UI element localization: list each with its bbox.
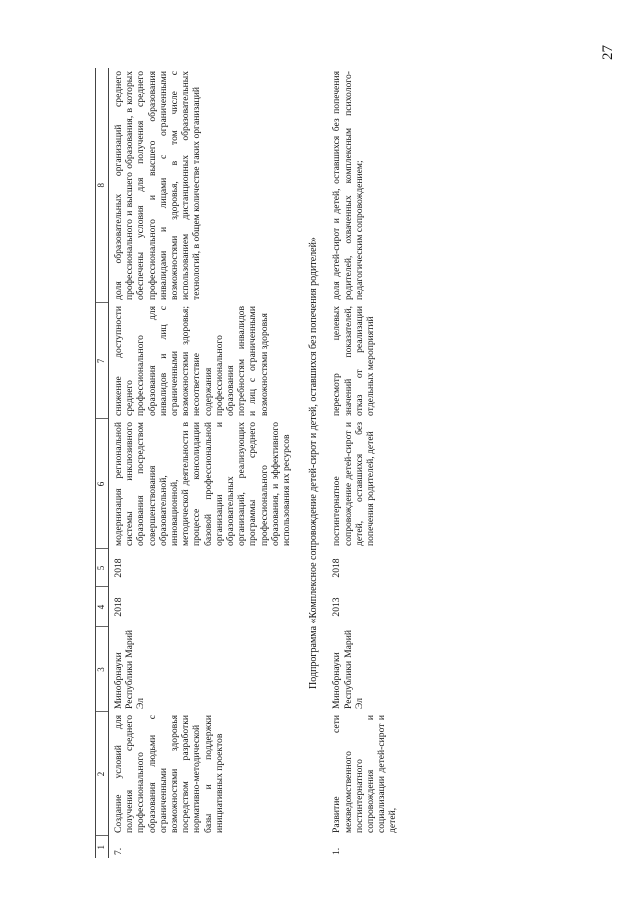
col-header-1: 1 [96, 836, 109, 858]
subprogram-title: Подпрограмма «Комплексное сопровождение детей-сирот и детей, оставшихся без попечения родителей» [308, 237, 320, 689]
related-indicators: доля образовательных организаций среднего профессионального и высшего образования, в которых обеспечены условия для получения среднего профессионального и высшего образования инвалидами и лицами с ограниченными возможностями здоровья, в том числе с использованием дистанционных образовательных технологий, в общем количестве таких организаций [113, 71, 203, 300]
non-implementation-consequences: пересмотр целевых значений показателей, отказ от реализации отдельных мероприятий [331, 306, 377, 416]
page-number: 27 [600, 45, 616, 60]
subprogram-row [298, 68, 327, 858]
col-header-8: 8 [96, 68, 109, 303]
related-indicators: доля детей-сирот и детей, оставшихся без попечения родителей, охваченных комплексным психолого-педагогическим сопровождением; [331, 71, 365, 300]
expected-result: постинтернатное сопровождение детей-сирот и детей, оставшихся без попечения родителей, детей [331, 422, 377, 546]
start-year: 2018 [113, 597, 124, 617]
row-number: 1. [331, 847, 343, 855]
start-year: 2013 [331, 597, 343, 617]
column-number-row [96, 68, 109, 858]
end-year: 2018 [113, 558, 124, 578]
executor: Минобрнауки Республики Марий Эл [331, 630, 365, 709]
col-header-7: 7 [96, 303, 109, 419]
event-name: Создание условий для получения среднего профессионального образования людьми с ограниченными возможностями здоровья посредством разработки нормативно-методической базы и поддержки инициативных проектов [113, 715, 225, 833]
col-header-6: 6 [96, 419, 109, 549]
rotated-table-sheet [95, 68, 565, 858]
table-row [327, 68, 404, 858]
col-header-4: 4 [96, 587, 109, 627]
expected-result: модернизация региональной системы инклюзивного образования посредством совершенствования образовательной, инновационной, методической деятельности в процессе консолидации базовой профессиональной организации и образовательных организаций, реализующих программы среднего профессионального образования, и эффективного использования их ресурсов [113, 422, 293, 546]
col-header-5: 5 [96, 549, 109, 587]
executor: Минобрнауки Республики Марий Эл [113, 630, 147, 709]
program-events-table [95, 68, 405, 858]
col-header-3: 3 [96, 627, 109, 712]
event-name: Развитие сети межведомственного постинтернатного сопровождения и социализации детей-сирот и детей, [331, 715, 399, 833]
non-implementation-consequences: снижение доступности среднего профессионального образования для инвалидов и лиц с ограниченными возможностями здоровья; несоответствие содержания профессионального образования потребностям инвалидов и лиц с ограниченными возможностями здоровья [113, 306, 270, 416]
table-row [109, 68, 299, 858]
row-number: 7. [113, 847, 124, 855]
end-year: 2018 [331, 558, 343, 578]
col-header-2: 2 [96, 712, 109, 836]
